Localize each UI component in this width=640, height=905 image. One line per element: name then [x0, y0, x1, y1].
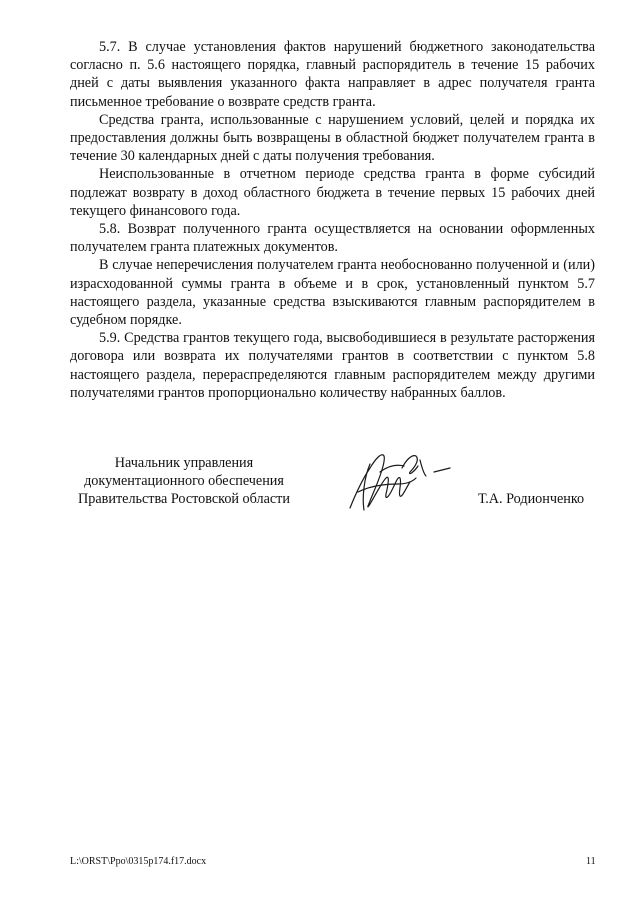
paragraph-grant-return: Средства гранта, использованные с нарушением условий, целей и порядка их предоставления должны быть возвращены в областной бюджет получателем гранта в течение 30 календарных дней с даты получения требования.: [70, 111, 595, 165]
page-number: 11: [586, 856, 596, 867]
signatory-title: [70, 454, 298, 509]
signatory-title-line: документационного обеспечения: [84, 473, 284, 490]
signatory-title-line: Правительства Ростовской области: [78, 491, 290, 508]
paragraph-court-recovery: В случае неперечисления получателем гранта необоснованно полученной и (или) израсходованной суммы гранта в объеме и в срок, установленный пунктом 5.7 настоящего раздела, указанные средства взыскиваются главным распорядителем в судебном порядке.: [70, 257, 595, 329]
paragraph-unused-funds: Неиспользованные в отчетном периоде средства гранта в форме субсидий подлежат возврату в доход областного бюджета в течение первых 15 рабочих дней текущего финансового года.: [70, 166, 595, 219]
document-body: [70, 38, 595, 402]
signatory-title-line: Начальник управления: [114, 455, 254, 471]
footer-file-path: L:\ORST\Ppo\0315p174.f17.docx: [70, 856, 207, 867]
handwritten-signature-icon: [340, 438, 452, 524]
signatory-name: Т.А. Родионченко: [478, 491, 585, 507]
paragraph-5-9: 5.9. Средства грантов текущего года, высвободившиеся в результате расторжения договора или возврата их получателями грантов в соответствии с пунктом 5.8 настоящего раздела, перераспределяются главным распорядителем между другими получателями грантов пропорционально количеству набранных баллов.: [70, 330, 595, 401]
paragraph-5-7: 5.7. В случае установления фактов нарушений бюджетного законодательства согласно п. 5.6 настоящего порядка, главный распорядитель в течение 15 рабочих дней с даты выявления указанного факта направляет в адрес получателя гранта письменное требование о возврате средств гранта.: [70, 39, 595, 110]
paragraph-5-8: 5.8. Возврат полученного гранта осуществляется на основании оформленных получателем гранта платежных документов.: [70, 221, 595, 256]
